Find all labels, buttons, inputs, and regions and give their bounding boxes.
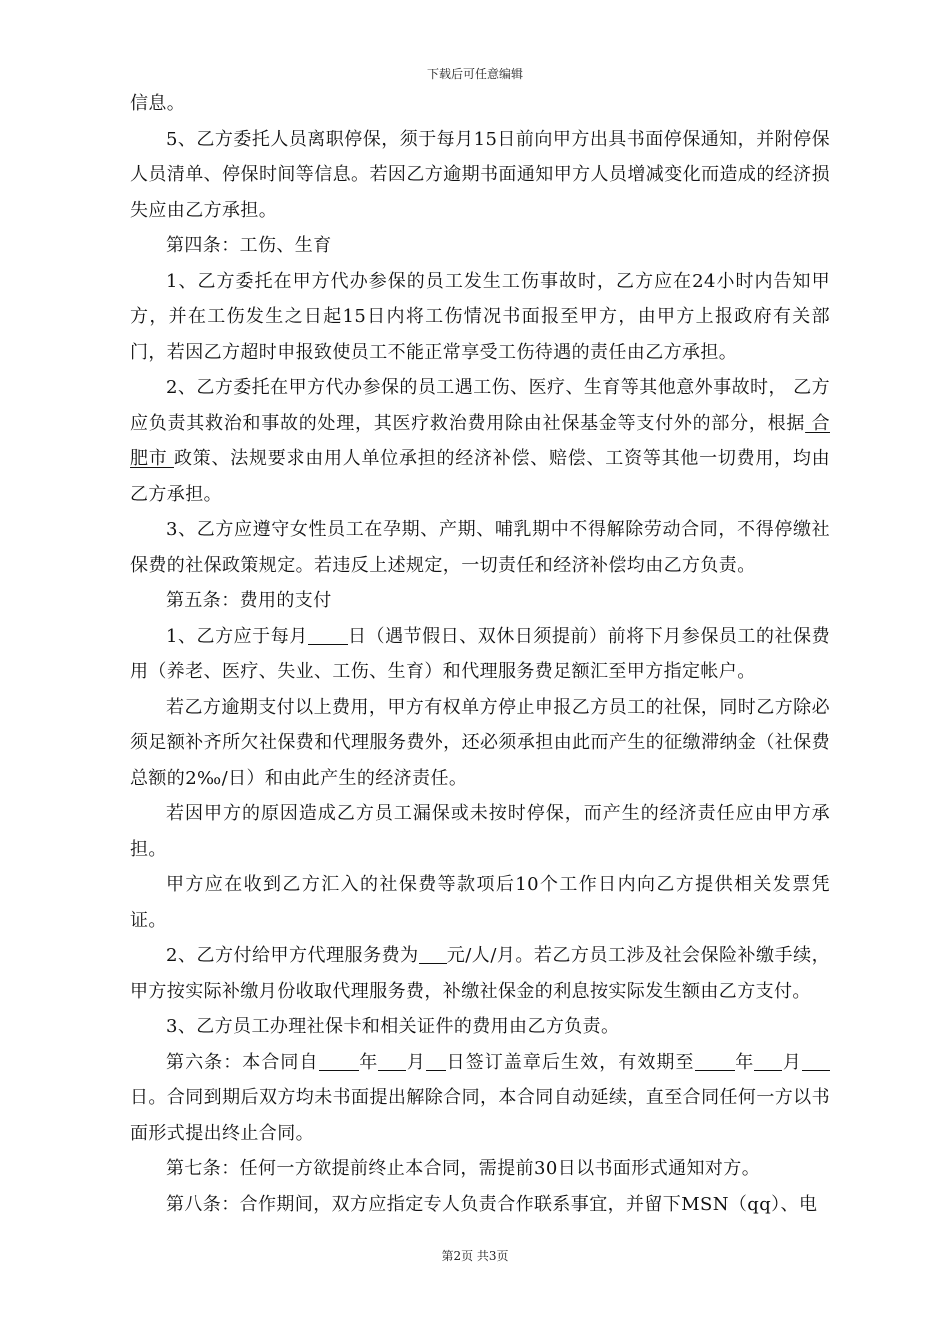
- article-8: 第八条：合作期间，双方应指定专人负责合作联系事宜，并留下MSN（qq）、电: [166, 1193, 818, 1215]
- end-year-blank: [695, 1052, 735, 1071]
- month-label: 月: [406, 1051, 426, 1073]
- start-day-blank: [426, 1052, 446, 1071]
- paragraph-injury-2-part-a: 2、乙方委托在甲方代办参保的员工遇工伤、医疗、生育等其他意外事故时， 乙方应负责其救治和事故的处理，其医疗救治费用除由社保基金等支付外的部分，根据: [130, 377, 830, 434]
- end-year-label: 年: [734, 1051, 755, 1073]
- article-6-part-d: 日签订盖章后生效，有效期至: [446, 1051, 695, 1073]
- paragraph-payment-1: [130, 619, 830, 690]
- end-day-blank: [802, 1052, 830, 1071]
- paragraph-payment-1-part-b: 日（遇节假日、双休日须提前）前将下月参保员工的社保费用（养老、医疗、失业、工伤、生育）和代理服务费足额汇至甲方指定帐户。: [130, 625, 831, 682]
- document-body: [130, 86, 830, 1222]
- paragraph-injury-3: 3、乙方应遵守女性员工在孕期、产期、哺乳期中不得解除劳动合同，不得停缴社保费的社保政策规定。若违反上述规定，一切责任和经济补偿均由乙方负责。: [130, 519, 830, 576]
- paragraph-injury-2-part-b: 政策、法规要求由用人单位承担的经济补偿、赔偿、工资等其他一切费用，均由乙方承担。: [130, 448, 830, 505]
- end-month-blank: [754, 1052, 782, 1071]
- end-month-label: 月: [782, 1051, 802, 1073]
- paragraph-payment-2-part-b: 元/人/月。若乙方员工涉及社会保险补缴手续，甲方按实际补缴月份收取代理服务费，补缴社保金的利息按实际发生额由乙方支付。: [130, 945, 830, 1002]
- paragraph-injury-1: 1、乙方委托在甲方代办参保的员工发生工伤事故时，乙方应在24小时内告知甲方，并在工伤发生之日起15日内将工伤情况书面报至甲方，由甲方上报政府有关部门，若因乙方超时申报致使员工不能正常享受工伤待遇的责任由乙方承担。: [130, 270, 830, 363]
- page-footer: 第2页 共3页: [441, 1249, 509, 1263]
- start-year-blank: [319, 1052, 359, 1071]
- fee-blank: [419, 945, 447, 964]
- paragraph-injury-2: [130, 370, 830, 512]
- page-header: 下载后可任意编辑: [426, 67, 523, 81]
- paragraph-payment-2: [130, 938, 830, 1009]
- article-6-part-a: 第六条：本合同自: [166, 1051, 319, 1073]
- start-month-blank: [378, 1052, 406, 1071]
- article-5-heading: 第五条：费用的支付: [166, 590, 332, 611]
- paragraph-payment-3: 3、乙方员工办理社保卡和相关证件的费用由乙方负责。: [166, 1016, 620, 1037]
- city-field: 合肥市: [130, 412, 830, 469]
- article-6: [130, 1045, 830, 1152]
- article-7: 第七条：任何一方欲提前终止本合同，需提前30日以书面形式通知对方。: [166, 1158, 761, 1179]
- day-blank: [308, 626, 348, 645]
- article-4-heading: 第四条：工伤、生育: [166, 235, 332, 256]
- year-label: 年: [358, 1051, 379, 1073]
- paragraph-continuation: 信息。: [130, 93, 186, 114]
- paragraph-overdue: 若乙方逾期支付以上费用，甲方有权单方停止申报乙方员工的社保，同时乙方除必须足额补齐所欠社保费和代理服务费外，还必须承担由此而产生的征缴滞纳金（社保费总额的2‰/日）和由此产生的经济责任。: [130, 696, 830, 789]
- paragraph-invoice: 甲方应在收到乙方汇入的社保费等款项后10个工作日内向乙方提供相关发票凭证。: [130, 874, 830, 931]
- paragraph-payment-2-part-a: 2、乙方付给甲方代理服务费为: [166, 945, 419, 966]
- paragraph-party-a-fault: 若因甲方的原因造成乙方员工漏保或未按时停保，而产生的经济责任应由甲方承担。: [130, 803, 830, 860]
- paragraph-payment-1-part-a: 1、乙方应于每月: [166, 625, 308, 647]
- article-6-part-g: 日。合同到期后双方均未书面提出解除合同，本合同自动延续，直至合同任何一方以书面形式提出终止合同。: [130, 1087, 830, 1144]
- paragraph-clause-5: 5、乙方委托人员离职停保，须于每月15日前向甲方出具书面停保通知，并附停保人员清单、停保时间等信息。若因乙方逾期书面通知甲方人员增减变化而造成的经济损失应由乙方承担。: [130, 128, 830, 221]
